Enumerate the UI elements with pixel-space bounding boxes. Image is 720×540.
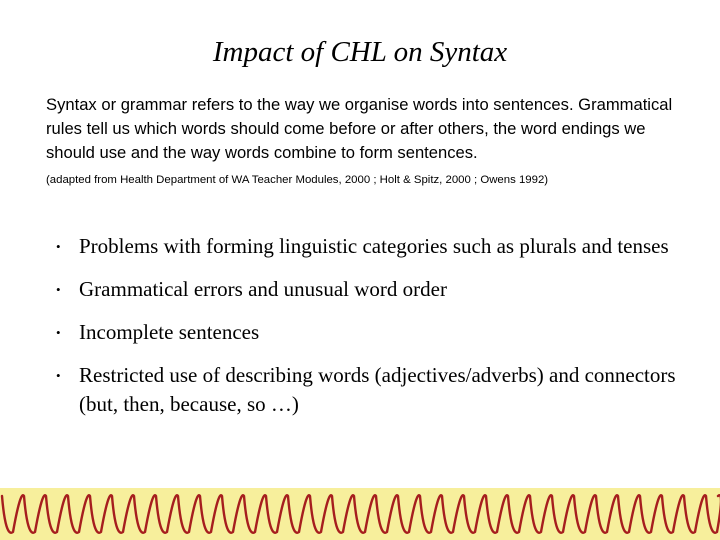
bullet-text: Restricted use of describing words (adjectives/adverbs) and connectors (but, then, because, so …) [79,363,676,416]
bullet-icon: • [56,368,61,383]
bullet-text: Problems with forming linguistic categories such as plurals and tenses [79,234,669,258]
bullet-text: Incomplete sentences [79,320,260,344]
squiggle-path [2,495,720,533]
bullet-text: Grammatical errors and unusual word order [79,277,447,301]
bullet-item [0,275,720,304]
bullet-icon: • [56,239,61,254]
bullet-item [0,361,720,419]
intro-paragraph: Syntax or grammar refers to the way we organise words into sentences. Grammatical rules tell us which words should come before or after others, the word endings we should use and the way words combine to form sentences. [46,95,673,162]
bullet-item [0,232,720,261]
citation-text: (adapted from Health Department of WA Teacher Modules, 2000 ; Holt & Spitz, 2000 ; Owens 1992) [46,174,549,186]
bullet-list [0,232,720,433]
wavy-line-decoration-icon [0,488,720,540]
bullet-item [0,318,720,347]
bullet-icon: • [56,282,61,297]
bullet-icon: • [56,325,61,340]
slide-title: Impact of CHL on Syntax [212,36,508,68]
footer-decoration-band [0,488,720,540]
